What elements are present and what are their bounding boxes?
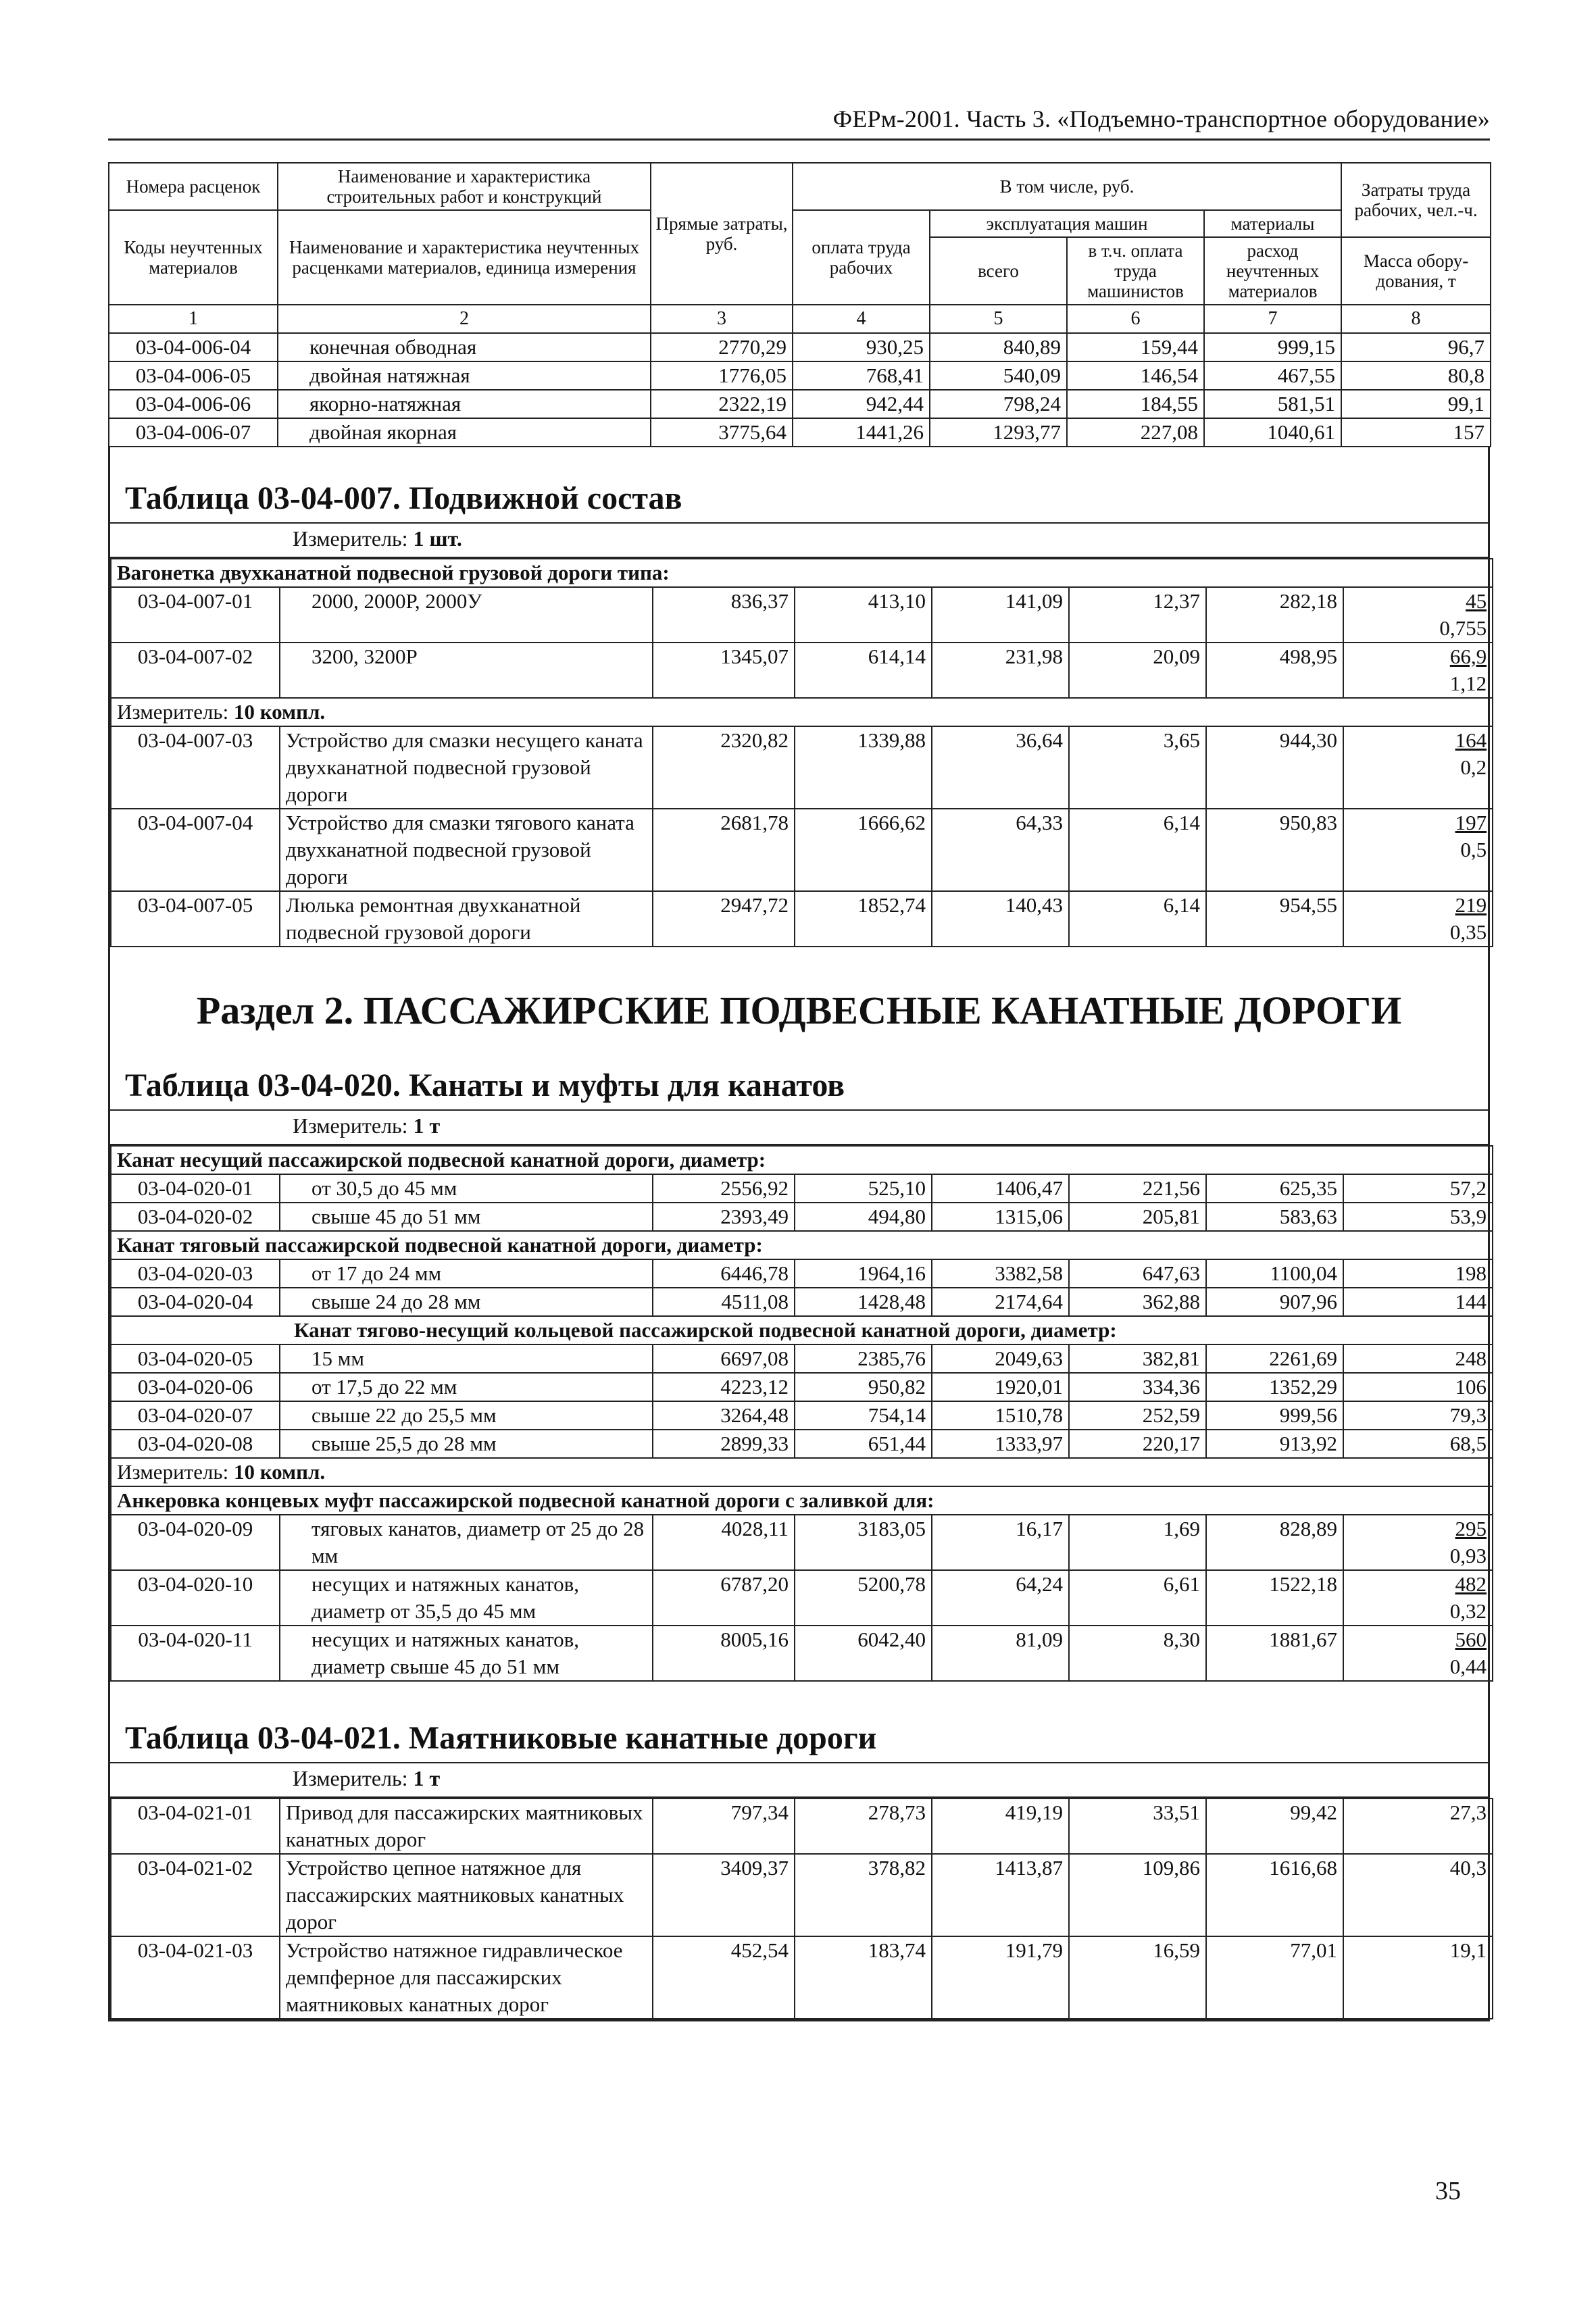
labor-hours: 45 [1466,589,1487,613]
direct-costs: 2322,19 [651,390,793,418]
table-021 [110,1798,1493,2019]
labor-cost-cell [1341,390,1491,418]
rate-row [111,1799,1493,1854]
measure-value: 10 компл. [233,700,326,724]
measure-value: 10 компл. [233,1460,326,1484]
rate-code: 03-04-007-02 [111,643,280,698]
labor-pay: 1428,48 [795,1288,932,1316]
table-007-title: Таблица 03-04-007. Подвижной состав [110,447,1488,524]
labor-hours: 144 [1455,1290,1487,1313]
col-index: 2 [278,305,651,333]
labor-hours: 248 [1455,1347,1487,1370]
direct-costs: 3775,64 [651,418,793,447]
labor-pay: 494,80 [795,1203,932,1231]
machines-total: 16,17 [932,1515,1069,1570]
measure-label: Измеритель: [117,700,229,724]
materials-cost: 1616,68 [1206,1854,1343,1936]
labor-pay: 942,44 [793,390,930,418]
measure-label: Измеритель: [293,1113,408,1138]
materials-cost: 950,83 [1206,809,1343,891]
equipment-mass: 1,12 [1449,672,1487,695]
machines-total: 2174,64 [932,1288,1069,1316]
table-007-frame [108,447,1490,2021]
rate-name: 15 мм [280,1344,653,1373]
labor-pay: 5200,78 [795,1570,932,1626]
machinist-pay: 252,59 [1069,1401,1206,1430]
direct-costs: 836,37 [653,587,795,643]
rate-name: свыше 22 до 25,5 мм [280,1401,653,1430]
col4-header: оплата труда рабочих [793,210,930,305]
machines-total: 1293,77 [930,418,1067,447]
rate-name: тяговых канатов, диаметр от 25 до 28 мм [280,1515,653,1570]
col-index: 4 [793,305,930,333]
labor-pay: 525,10 [795,1174,932,1203]
labor-pay: 1339,88 [795,726,932,809]
rate-row [111,1626,1493,1681]
machines-total: 1333,97 [932,1430,1069,1458]
materials-cost: 581,51 [1204,390,1341,418]
labor-cost-cell [1343,643,1493,698]
materials-cost: 1522,18 [1206,1570,1343,1626]
col6-header: в т.ч. оплата труда машинистов [1067,237,1204,305]
machinist-pay: 382,81 [1069,1344,1206,1373]
direct-costs: 2556,92 [653,1174,795,1203]
labor-pay: 278,73 [795,1799,932,1854]
rates-table-header [108,162,1491,447]
rate-name: свыше 24 до 28 мм [280,1288,653,1316]
rate-name: от 17 до 24 мм [280,1259,653,1288]
machines-total: 798,24 [930,390,1067,418]
col5-header: всего [930,237,1067,305]
machines-total: 419,19 [932,1799,1069,1854]
rate-row [111,809,1493,891]
direct-costs: 4511,08 [653,1288,795,1316]
rate-name: Устройство для смазки тягового каната двухканатной подвесной грузовой дороги [280,809,653,891]
labor-pay: 754,14 [795,1401,932,1430]
rate-name: Привод для пассажирских маятниковых канатных дорог [280,1799,653,1854]
materials-cost: 828,89 [1206,1515,1343,1570]
machines-total: 191,79 [932,1936,1069,2019]
rate-row [111,587,1493,643]
labor-cost-cell [1343,1203,1493,1231]
rate-name: 3200, 3200Р [280,643,653,698]
direct-costs: 6446,78 [653,1259,795,1288]
rate-code: 03-04-006-06 [109,390,278,418]
materials-cost: 583,63 [1206,1203,1343,1231]
direct-costs: 3264,48 [653,1401,795,1430]
labor-cost-cell [1343,809,1493,891]
rate-name: двойная натяжная [278,361,651,390]
rate-name: конечная обводная [278,333,651,361]
materials-cost: 2261,69 [1206,1344,1343,1373]
col1-header-top: Номера расценок [109,163,278,210]
col-index: 8 [1341,305,1491,333]
labor-cost-cell [1343,1430,1493,1458]
direct-costs: 2681,78 [653,809,795,891]
table-020-measure-2 [111,1458,1493,1486]
labor-hours: 19,1 [1449,1938,1487,1962]
direct-costs: 6697,08 [653,1344,795,1373]
rate-row [111,1515,1493,1570]
col-index: 3 [651,305,793,333]
rate-name: двойная якорная [278,418,651,447]
rate-code: 03-04-021-01 [111,1799,280,1854]
labor-cost-cell [1343,1344,1493,1373]
rate-code: 03-04-020-05 [111,1344,280,1373]
machinist-pay: 6,61 [1069,1570,1206,1626]
rate-name: свыше 25,5 до 28 мм [280,1430,653,1458]
col3-header: Прямые затраты, руб. [651,163,793,305]
labor-pay: 378,82 [795,1854,932,1936]
rate-row [111,1259,1493,1288]
table-007 [110,558,1493,947]
rate-name: от 17,5 до 22 мм [280,1373,653,1401]
labor-pay: 1441,26 [793,418,930,447]
labor-pay: 183,74 [795,1936,932,2019]
direct-costs: 797,34 [653,1799,795,1854]
direct-costs: 2947,72 [653,891,795,947]
labor-pay: 3183,05 [795,1515,932,1570]
labor-cost-cell [1343,1854,1493,1936]
rate-code: 03-04-006-07 [109,418,278,447]
direct-costs: 8005,16 [653,1626,795,1681]
machines-total: 840,89 [930,333,1067,361]
materials-cost: 282,18 [1206,587,1343,643]
direct-costs: 2770,29 [651,333,793,361]
col-index: 1 [109,305,278,333]
machines-total: 64,33 [932,809,1069,891]
measure-label: Измеритель: [117,1460,229,1484]
direct-costs: 6787,20 [653,1570,795,1626]
materials-cost: 625,35 [1206,1174,1343,1203]
labor-cost-cell [1343,1626,1493,1681]
labor-cost-cell [1343,1570,1493,1626]
machinist-pay: 205,81 [1069,1203,1206,1231]
machinist-pay: 8,30 [1069,1626,1206,1681]
rate-code: 03-04-006-04 [109,333,278,361]
machines-total: 81,09 [932,1626,1069,1681]
machinist-pay: 33,51 [1069,1799,1206,1854]
labor-pay: 413,10 [795,587,932,643]
machines-header: эксплуатация машин [930,210,1204,237]
col2-header-top: Наименование и характеристика строительных работ и конструкций [278,163,651,210]
rate-name: от 30,5 до 45 мм [280,1174,653,1203]
section-2-title: Раздел 2. ПАССАЖИРСКИЕ ПОДВЕСНЫЕ КАНАТНЫЕ ДОРОГИ [196,988,1402,1032]
labor-pay: 768,41 [793,361,930,390]
equipment-mass: 0,44 [1449,1655,1487,1678]
rate-name: Устройство натяжное гидравлическое демпферное для пассажирских маятниковых канатных дорог [280,1936,653,2019]
machines-total: 540,09 [930,361,1067,390]
rate-name: несущих и натяжных канатов, диаметр свыше 45 до 51 мм [280,1626,653,1681]
rate-code: 03-04-007-05 [111,891,280,947]
machines-total: 1413,87 [932,1854,1069,1936]
table-007-subheading: Вагонетка двухканатной подвесной грузовой дороги типа: [111,559,1493,587]
labor-pay: 950,82 [795,1373,932,1401]
rate-row [109,390,1491,418]
labor-hours: 53,9 [1449,1205,1487,1228]
labor-cost-cell [1343,1799,1493,1854]
rate-row [111,1174,1493,1203]
rate-code: 03-04-021-03 [111,1936,280,2019]
col-index: 6 [1067,305,1204,333]
direct-costs: 2899,33 [653,1430,795,1458]
labor-hours: 164 [1455,728,1487,752]
col7-header: расход неучтенных материалов [1204,237,1341,305]
labor-cost-cell [1343,587,1493,643]
labor-hours: 198 [1455,1261,1487,1285]
rate-name: Устройство для смазки несущего каната двухканатной подвесной грузовой дороги [280,726,653,809]
running-header: ФЕРм-2001. Часть 3. «Подъемно-транспортное оборудование» [108,105,1490,141]
rate-row [111,1401,1493,1430]
table-020-subheading: Канат тяговый пассажирской подвесной канатной дороги, диаметр: [111,1231,1493,1259]
labor-cost-cell [1343,891,1493,947]
machinist-pay: 362,88 [1069,1288,1206,1316]
materials-cost: 1881,67 [1206,1626,1343,1681]
page-number: 35 [1435,2177,1461,2205]
materials-cost: 467,55 [1204,361,1341,390]
materials-cost: 913,92 [1206,1430,1343,1458]
machinist-pay: 146,54 [1067,361,1204,390]
materials-cost: 498,95 [1206,643,1343,698]
rate-name: Люлька ремонтная двухканатной подвесной грузовой дороги [280,891,653,947]
rate-name: свыше 45 до 51 мм [280,1203,653,1231]
machinist-pay: 16,59 [1069,1936,1206,2019]
labor-hours: 106 [1455,1375,1487,1399]
rate-row [111,1430,1493,1458]
rate-code: 03-04-020-08 [111,1430,280,1458]
materials-cost: 944,30 [1206,726,1343,809]
rate-code: 03-04-007-01 [111,587,280,643]
machinist-pay: 1,69 [1069,1515,1206,1570]
machines-total: 141,09 [932,587,1069,643]
table-007-measure-2 [111,698,1493,726]
rate-name: якорно-натяжная [278,390,651,418]
labor-cost-cell [1343,1373,1493,1401]
machines-total: 140,43 [932,891,1069,947]
rate-code: 03-04-007-04 [111,809,280,891]
labor-hours: 560 [1455,1628,1487,1651]
machines-total: 3382,58 [932,1259,1069,1288]
machinist-pay: 159,44 [1067,333,1204,361]
labor-hours: 79,3 [1449,1403,1487,1427]
rate-row [111,1854,1493,1936]
labor-pay: 614,14 [795,643,932,698]
machines-total: 1406,47 [932,1174,1069,1203]
rate-name: 2000, 2000Р, 2000У [280,587,653,643]
rate-code: 03-04-020-06 [111,1373,280,1401]
labor-cost-cell [1341,361,1491,390]
labor-pay: 1852,74 [795,891,932,947]
measure-value: 1 шт. [413,526,462,551]
equipment-mass: 0,35 [1449,920,1487,944]
direct-costs: 4223,12 [653,1373,795,1401]
measure-value: 1 т [413,1113,441,1138]
labor-hours: 66,9 [1449,645,1487,668]
labor-cost-cell [1343,726,1493,809]
labor-cost-cell [1343,1401,1493,1430]
machinist-pay: 334,36 [1069,1373,1206,1401]
materials-cost: 999,15 [1204,333,1341,361]
rate-code: 03-04-021-02 [111,1854,280,1936]
labor-hours: 219 [1455,893,1487,917]
rate-code: 03-04-020-03 [111,1259,280,1288]
rate-code: 03-04-020-11 [111,1626,280,1681]
equipment-mass: 0,93 [1449,1544,1487,1567]
materials-cost: 954,55 [1206,891,1343,947]
machinist-pay: 227,08 [1067,418,1204,447]
machinist-pay: 6,14 [1069,891,1206,947]
labor-hours: 27,3 [1449,1801,1487,1824]
rate-row [111,1936,1493,2019]
machinist-pay: 20,09 [1069,643,1206,698]
table-021-measure-1 [110,1763,1488,1798]
direct-costs: 4028,11 [653,1515,795,1570]
labor-cost-cell [1343,1259,1493,1288]
machines-total: 2049,63 [932,1344,1069,1373]
rate-row [111,1570,1493,1626]
direct-costs: 452,54 [653,1936,795,2019]
materials-cost: 1040,61 [1204,418,1341,447]
rate-row [111,1344,1493,1373]
rate-row [111,1288,1493,1316]
labor-hours: 157 [1453,420,1485,444]
table-020-measure-1 [110,1111,1488,1145]
col8-header-bottom: Масса обору-дования, т [1341,237,1491,305]
labor-cost-cell [1343,1515,1493,1570]
machinist-pay: 184,55 [1067,390,1204,418]
labor-pay: 1666,62 [795,809,932,891]
rate-code: 03-04-007-03 [111,726,280,809]
labor-cost-cell [1343,1936,1493,2019]
materials-cost: 1352,29 [1206,1373,1343,1401]
incl-header: В том числе, руб. [793,163,1341,210]
labor-hours: 80,8 [1447,363,1485,387]
labor-cost-cell [1341,333,1491,361]
labor-cost-cell [1341,418,1491,447]
equipment-mass: 0,2 [1460,755,1487,779]
document-page [108,105,1490,2021]
rate-row [111,1373,1493,1401]
machines-total: 1920,01 [932,1373,1069,1401]
labor-cost-cell [1343,1174,1493,1203]
table-021-title: Таблица 03-04-021. Маятниковые канатные дороги [110,1682,1488,1763]
machines-total: 64,24 [932,1570,1069,1626]
rate-name: несущих и натяжных канатов, диаметр от 35,5 до 45 мм [280,1570,653,1626]
rate-row [109,361,1491,390]
labor-pay: 651,44 [795,1430,932,1458]
table-020-subheading: Канат тягово-несущий кольцевой пассажирской подвесной канатной дороги, диаметр: [111,1316,1493,1344]
labor-cost-cell [1343,1288,1493,1316]
labor-hours: 68,5 [1449,1432,1487,1455]
rate-row [109,333,1491,361]
materials-header: материалы [1204,210,1341,237]
labor-hours: 96,7 [1447,335,1485,359]
col1-header-bottom: Коды неучтенных материалов [109,210,278,305]
rate-row [111,643,1493,698]
table-020 [110,1145,1493,1682]
labor-pay: 1964,16 [795,1259,932,1288]
machinist-pay: 647,63 [1069,1259,1206,1288]
rate-row [111,726,1493,809]
machinist-pay: 221,56 [1069,1174,1206,1203]
labor-pay: 930,25 [793,333,930,361]
machinist-pay: 109,86 [1069,1854,1206,1936]
machinist-pay: 12,37 [1069,587,1206,643]
machinist-pay: 6,14 [1069,809,1206,891]
rate-code: 03-04-006-05 [109,361,278,390]
table-007-measure-1 [110,524,1488,558]
labor-hours: 295 [1455,1517,1487,1540]
rate-code: 03-04-020-10 [111,1570,280,1626]
materials-cost: 1100,04 [1206,1259,1343,1288]
table-020-subheading: Анкеровка концевых муфт пассажирской подвесной канатной дороги с заливкой для: [111,1486,1493,1515]
equipment-mass: 0,5 [1460,838,1487,861]
labor-hours: 197 [1455,811,1487,834]
direct-costs: 1776,05 [651,361,793,390]
direct-costs: 3409,37 [653,1854,795,1936]
labor-pay: 2385,76 [795,1344,932,1373]
rate-code: 03-04-020-02 [111,1203,280,1231]
col-index: 5 [930,305,1067,333]
equipment-mass: 0,32 [1449,1599,1487,1623]
machines-total: 1510,78 [932,1401,1069,1430]
col8-header-top: Затраты труда рабочих, чел.-ч. [1341,163,1491,237]
labor-hours: 482 [1455,1572,1487,1596]
rate-code: 03-04-020-04 [111,1288,280,1316]
measure-value: 1 т [413,1766,441,1790]
direct-costs: 1345,07 [653,643,795,698]
rate-name: Устройство цепное натяжное для пассажирских маятниковых канатных дорог [280,1854,653,1936]
table-020-title: Таблица 03-04-020. Канаты и муфты для канатов [110,1067,1488,1111]
rate-row [111,891,1493,947]
rate-row [111,1203,1493,1231]
table-020-subheading: Канат несущий пассажирской подвесной канатной дороги, диаметр: [111,1146,1493,1174]
machinist-pay: 220,17 [1069,1430,1206,1458]
col2-header-bottom: Наименование и характеристика неучтенных расценками материалов, единица измерения [278,210,651,305]
col-index: 7 [1204,305,1341,333]
machinist-pay: 3,65 [1069,726,1206,809]
rate-code: 03-04-020-07 [111,1401,280,1430]
labor-hours: 99,1 [1447,392,1485,416]
materials-cost: 907,96 [1206,1288,1343,1316]
machines-total: 1315,06 [932,1203,1069,1231]
machines-total: 36,64 [932,726,1069,809]
column-index-row [109,305,1491,333]
direct-costs: 2393,49 [653,1203,795,1231]
labor-pay: 6042,40 [795,1626,932,1681]
direct-costs: 2320,82 [653,726,795,809]
equipment-mass: 0,755 [1439,616,1487,640]
materials-cost: 77,01 [1206,1936,1343,2019]
materials-cost: 999,56 [1206,1401,1343,1430]
measure-label: Измеритель: [293,1766,408,1790]
rate-row [109,418,1491,447]
labor-hours: 57,2 [1449,1176,1487,1200]
measure-label: Измеритель: [293,526,408,551]
rate-code: 03-04-020-01 [111,1174,280,1203]
machines-total: 231,98 [932,643,1069,698]
rate-code: 03-04-020-09 [111,1515,280,1570]
labor-hours: 40,3 [1449,1856,1487,1880]
materials-cost: 99,42 [1206,1799,1343,1854]
